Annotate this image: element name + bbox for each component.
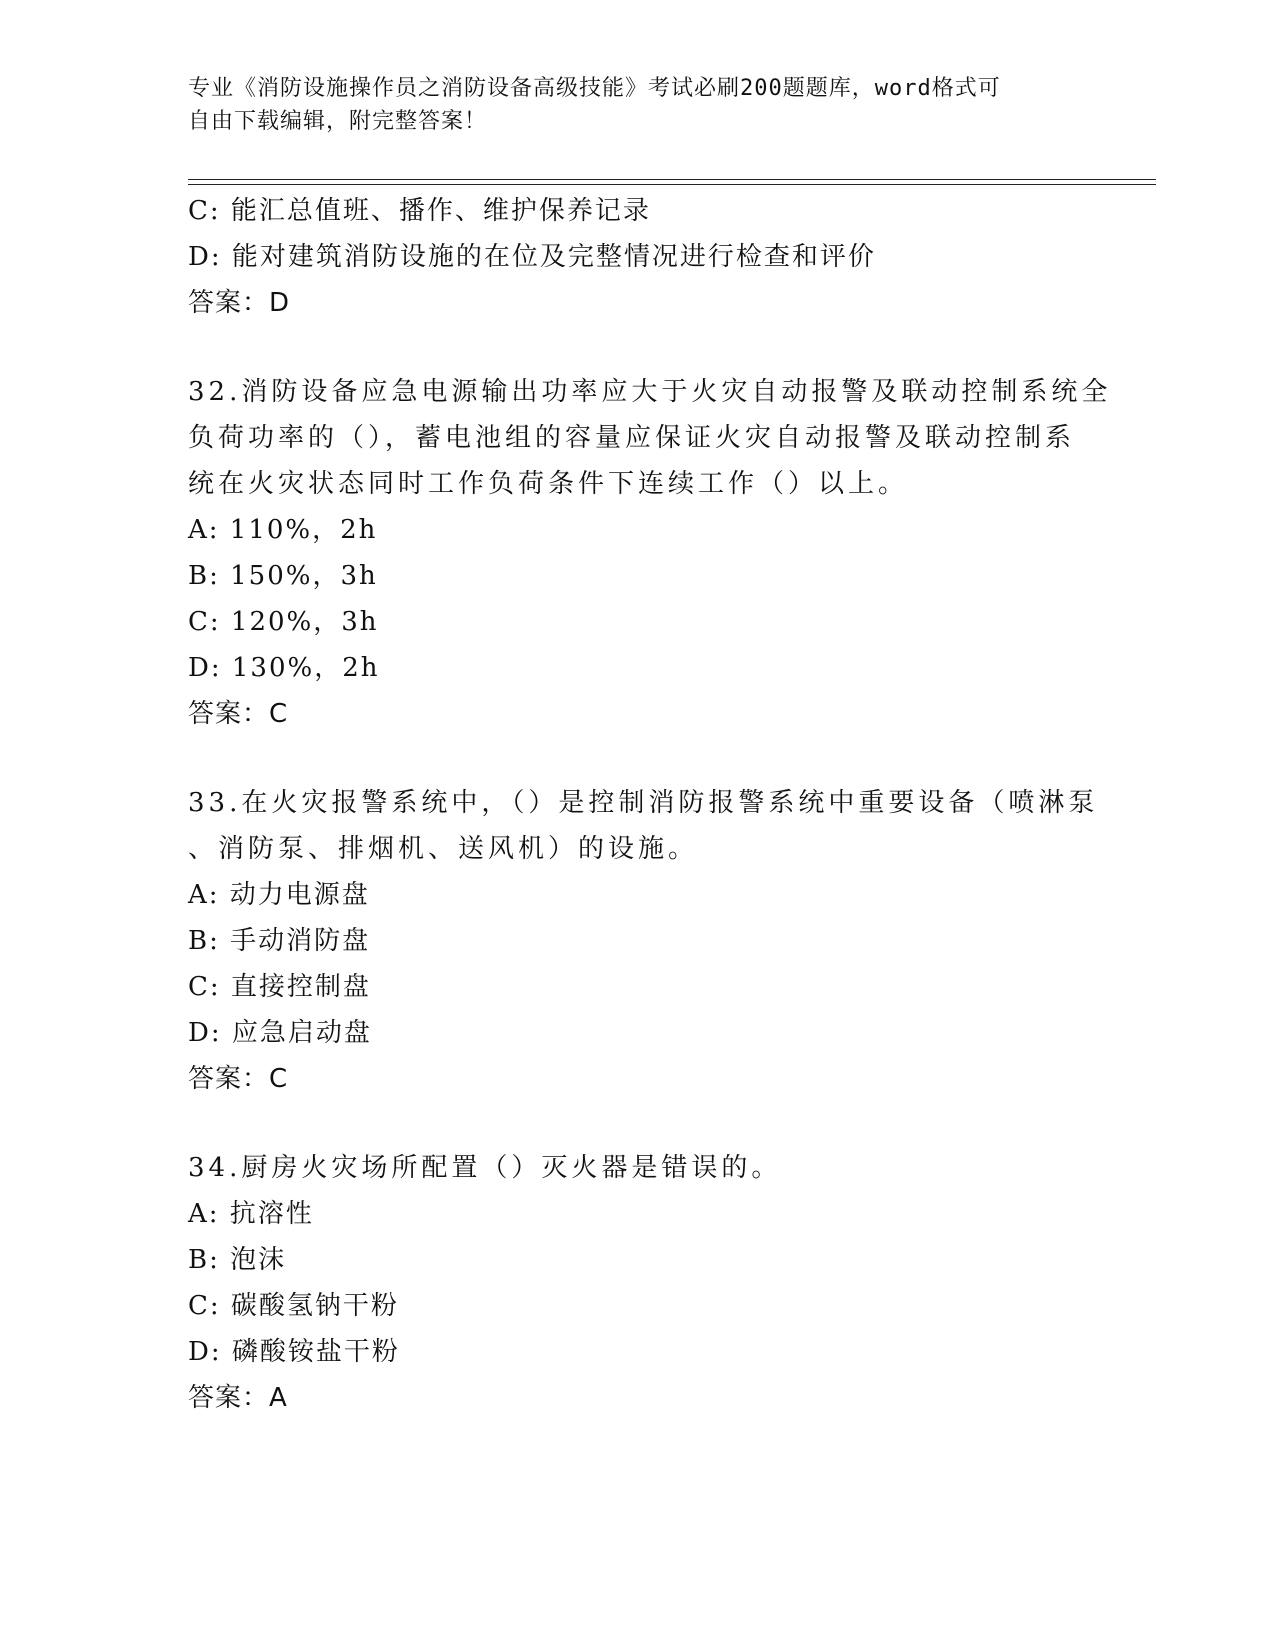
question-34 xyxy=(188,1145,1088,1421)
spacer xyxy=(188,737,1088,780)
option-b: B: 150%，3h xyxy=(188,561,378,591)
question-content xyxy=(188,188,1112,1421)
question-stem-line: 统在火灾状态同时工作负荷条件下连续工作（）以上。 xyxy=(188,469,909,499)
option-d: D: 130%，2h xyxy=(188,653,380,683)
answer: 答案：C xyxy=(188,1064,289,1094)
answer: 答案：A xyxy=(188,1383,288,1413)
option-c: C: 120%，3h xyxy=(188,607,379,637)
option-a: A: 抗溶性 xyxy=(188,1199,314,1229)
header-line-1: 专业《消防设施操作员之消防设备高级技能》考试必刷200题题库，word格式可 xyxy=(188,76,1001,101)
question-31-tail xyxy=(188,188,1088,326)
option-a: A: 110%，2h xyxy=(188,515,378,545)
header-line-2: 自由下载编辑，附完整答案！ xyxy=(188,109,488,134)
question-32 xyxy=(188,369,1112,737)
option-c: C: 直接控制盘 xyxy=(188,972,371,1002)
spacer xyxy=(188,326,1088,369)
header-divider-bottom xyxy=(188,184,1156,185)
answer: 答案：C xyxy=(188,699,289,729)
option-d: D: 应急启动盘 xyxy=(188,1018,372,1048)
option-b: B: 手动消防盘 xyxy=(188,926,371,956)
option-d: D: 磷酸铵盐干粉 xyxy=(188,1337,400,1367)
option-b: B: 泡沫 xyxy=(188,1245,287,1275)
option-d: D: 能对建筑消防设施的在位及完整情况进行检查和评价 xyxy=(188,242,876,272)
header-divider-top xyxy=(188,179,1156,180)
spacer xyxy=(188,1102,1088,1145)
document-header xyxy=(188,72,1088,138)
question-stem-line: 33.在火灾报警系统中，（）是控制消防报警系统中重要设备（喷淋泵 xyxy=(188,788,1099,818)
question-stem-line: 34.厨房火灾场所配置（）灭火器是错误的。 xyxy=(188,1153,782,1183)
question-33 xyxy=(188,780,1099,1102)
option-c: C: 能汇总值班、播作、维护保养记录 xyxy=(188,196,651,226)
question-stem-line: 、消防泵、排烟机、送风机）的设施。 xyxy=(188,834,699,864)
question-stem-line: 负荷功率的（），蓄电池组的容量应保证火灾自动报警及联动控制系 xyxy=(188,423,1076,453)
answer: 答案：D xyxy=(188,288,291,318)
option-a: A: 动力电源盘 xyxy=(188,880,370,910)
option-c: C: 碳酸氢钠干粉 xyxy=(188,1291,399,1321)
question-stem-line: 32.消防设备应急电源输出功率应大于火灾自动报警及联动控制系统全 xyxy=(188,377,1112,407)
